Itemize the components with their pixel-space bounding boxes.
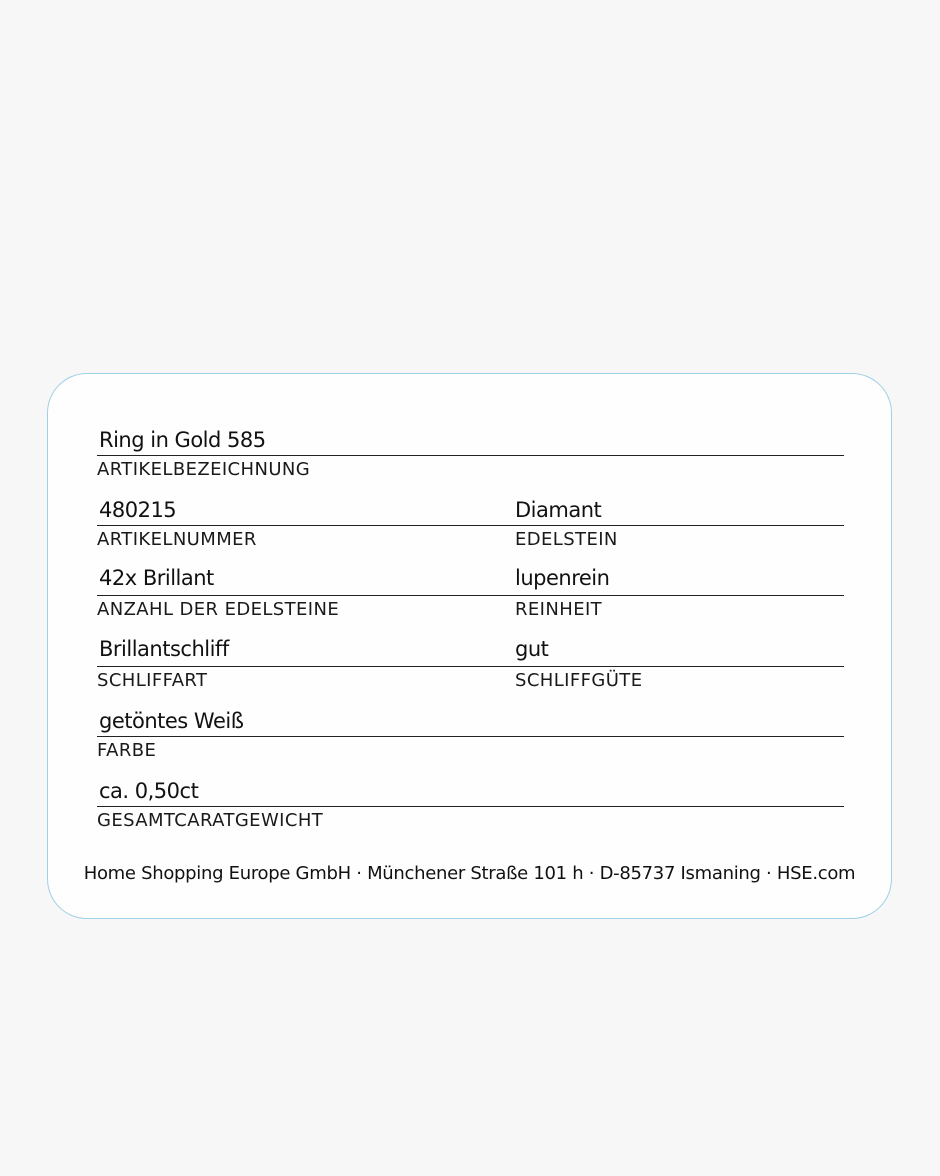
article-name-value: Ring in Gold 585	[99, 428, 266, 452]
divider	[97, 595, 844, 596]
product-info-card	[47, 373, 892, 919]
clarity-label: REINHEIT	[515, 599, 603, 620]
article-name-label: ARTIKELBEZEICHNUNG	[97, 459, 311, 480]
article-number-value: 480215	[99, 498, 177, 522]
cut-type-value: Brillantschliff	[99, 637, 229, 661]
total-carat-label: GESAMTCARATGEWICHT	[97, 810, 324, 831]
color-value: getöntes Weiß	[99, 709, 244, 733]
gemstone-count-value: 42x Brillant	[99, 566, 214, 590]
divider	[97, 736, 844, 737]
gemstone-value: Diamant	[515, 498, 602, 522]
article-number-label: ARTIKELNUMMER	[97, 529, 257, 550]
divider	[97, 806, 844, 807]
total-carat-value: ca. 0,50ct	[99, 779, 199, 803]
divider	[97, 525, 844, 526]
gemstone-label: EDELSTEIN	[515, 529, 618, 550]
company-footer: Home Shopping Europe GmbH · Münchener Straße 101 h · D-85737 Ismaning · HSE.com	[83, 863, 856, 884]
divider	[97, 666, 844, 667]
gemstone-count-label: ANZAHL DER EDELSTEINE	[97, 599, 340, 620]
divider	[97, 455, 844, 456]
clarity-value: lupenrein	[515, 566, 610, 590]
cut-quality-value: gut	[515, 637, 549, 661]
color-label: FARBE	[97, 740, 157, 761]
cut-type-label: SCHLIFFART	[97, 670, 208, 691]
cut-quality-label: SCHLIFFGÜTE	[515, 670, 643, 691]
